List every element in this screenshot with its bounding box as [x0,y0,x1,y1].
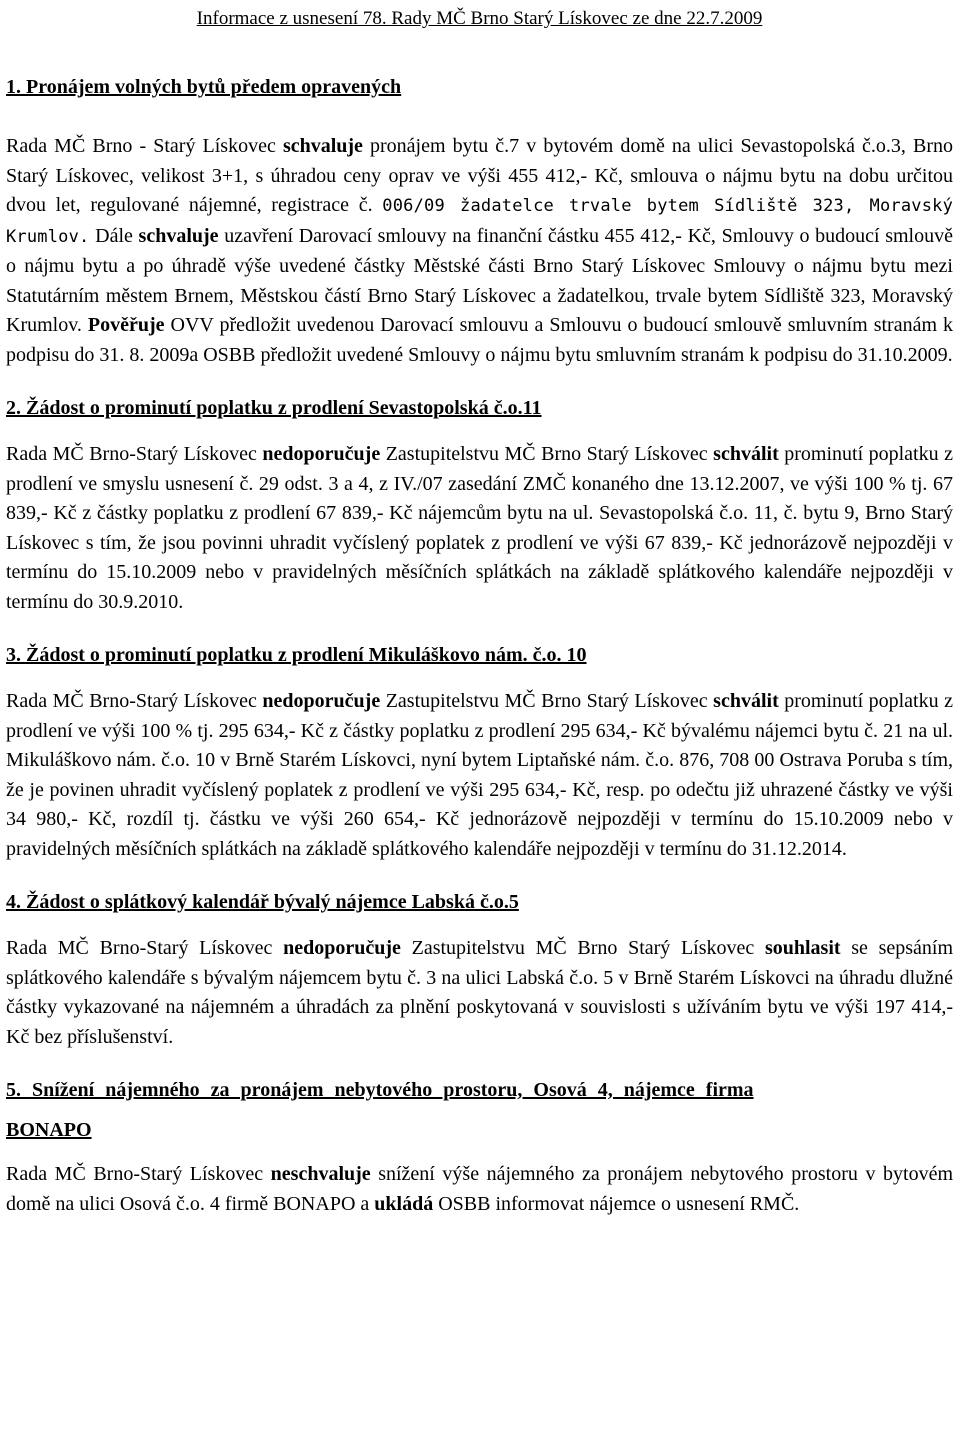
section-3-body [6,687,953,864]
section-3-text: prominutí poplatku z prodlení ve výši 100 % tj. 295 634,- Kč z částky poplatku z prodlení 295 634,- Kč bývalému nájemci bytu č. 21 na ul. Mikuláškovo nám. č.o. 10 v Brně Starém Lískovci, nyní bytem Liptaňské nám. č.o. 876, 708 00 Ostrava Poruba s tím, že je povinen uhradit vyčíslený poplatek z prodlení ve výši 295 634,- Kč, resp. po odečtu již uhrazené částky ve výši 34 980,- Kč, rozdíl tj. částku ve výši 260 654,- Kč jednorázově nejpozději v termínu do 15.10.2009 nebo v pravidelných měsíčních splátkách na základě splátkového kalendáře nejpozději v termínu do 31.12.2014. [6,690,953,860]
section-1-text: Dále [89,224,139,247]
section-3-title: 3. Žádost o prominutí poplatku z prodlení Mikuláškovo nám. č.o. 10 [6,644,587,666]
section-2-text: prominutí poplatku z prodlení ve smyslu usnesení č. 29 odst. 3 a 4, z IV./07 zasedání ZMČ konaného dne 13.12.2007, ve výši 100 % tj. 67 839,- Kč z částky poplatku z prodlení 67 839,- Kč nájemcům bytu na ul. Sevastopolská č.o. 11, č. bytu 9, Brno Starý Lískovec s tím, že jsou povinni uhradit vyčíslený poplatek z prodlení ve výši 67 839,- Kč jednorázově nejpozději v termínu do 15.10.2009 nebo v pravidelných měsíčních splátkách na základě splátkového kalendáře nejpozději v termínu do 30.9.2010. [6,443,953,613]
section-4-verb: souhlasit [764,937,841,959]
section-4-body [6,934,953,1052]
section-4-text: Rada MČ Brno-Starý Lískovec [6,937,284,959]
section-5-title-continued: BONAPO [6,1119,92,1141]
section-1-verb: schvaluje [138,224,219,247]
section-1-registration-text: 006/09 žadatelce trvale bytem Sídliště 323, Moravský Krumlov. [6,196,954,247]
section-4-title: 4. Žádost o splátkový kalendář bývalý nájemce Labská č.o.5 [6,891,519,913]
section-3-text: Rada MČ Brno-Starý Lískovec [6,690,263,712]
section-5-body [6,1160,953,1219]
section-4-text: Zastupitelstvu MČ Brno Starý Lískovec [400,937,765,959]
section-2-text: Rada MČ Brno-Starý Lískovec [6,443,263,465]
section-1-body [6,132,953,370]
section-1-title: 1. Pronájem volných bytů předem opravených [6,76,402,98]
section-1-verb: schvaluje [282,135,363,157]
section-5-verb: neschvaluje [270,1163,371,1185]
section-2-text: Zastupitelstvu MČ Brno Starý Lískovec [380,443,714,465]
section-3-verb: nedoporučuje [262,690,381,712]
section-1-text: uzavření Darovací smlouvy na finanční částku 455 412,- Kč, Smlouvy o budoucí smlouvě o nájmu bytu a po úhradě výše uvedené částky Městské části Brno Starý Lískovec Smlouvy o nájmu bytu mezi Statutárním městem Brnem, Městskou částí Brno Starý Lískovec a žadatelkou, trvale bytem Sídliště 323, Moravský Krumlov. [6,224,953,336]
section-5-text: snížení výše nájemného za pronájem nebytového prostoru v bytovém domě na ulici Osová č.o. 4 firmě BONAPO a [6,1163,954,1215]
section-3-text: Zastupitelstvu MČ Brno Starý Lískovec [380,690,714,712]
section-1-text: Rada MČ Brno - Starý Lískovec [6,135,283,157]
section-3-verb: schválit [713,690,779,712]
section-2-title: 2. Žádost o prominutí poplatku z prodlení Sevastopolská č.o.11 [6,397,542,419]
section-4-text: se sepsáním splátkového kalendáře s bývalým nájemcem bytu č. 3 na ulici Labská č.o. 5 v Brně Starém Lískovci na úhradu dlužné částky vykazované na nájemném a úhradách za plnění poskytovaná v souvislosti s užíváním bytu ve výši 197 414,- Kč bez příslušenství. [6,937,954,1048]
section-1-text: OVV předložit uvedenou Darovací smlouvu a Smlouvu o budoucí smlouvě smluvním stranám k podpisu do 31. 8. 2009a OSBB předložit uvedené Smlouvy o nájmu bytu smluvním stranám k podpisu do 31.10.2009. [6,314,953,366]
section-1-text: pronájem bytu č.7 v bytovém domě na ulici Sevastopolská č.o.3, Brno Starý Lískovec, velikost 3+1, s úhradou ceny oprav ve výši 455 412,- Kč, smlouva o nájmu bytu na dobu určitou dvou let, regulované nájemné, registrace č. [6,135,954,216]
section-2-verb: nedoporučuje [262,443,381,465]
section-1-verb: Pověřuje [87,314,165,336]
section-5-title: 5. Snížení nájemného za pronájem nebytového prostoru, Osová 4, nájemce firma [6,1079,754,1101]
section-2-verb: schválit [713,443,779,465]
section-4-verb: nedoporučuje [283,937,401,959]
document-header: Informace z usnesení 78. Rady MČ Brno Starý Lískovec ze dne 22.7.2009 [196,8,763,29]
section-5-verb: ukládá [374,1192,434,1215]
section-5-text: Rada MČ Brno-Starý Lískovec [6,1163,271,1185]
section-2-body [6,440,953,617]
section-5-text: OSBB informovat nájemce o usnesení RMČ. [433,1192,800,1215]
